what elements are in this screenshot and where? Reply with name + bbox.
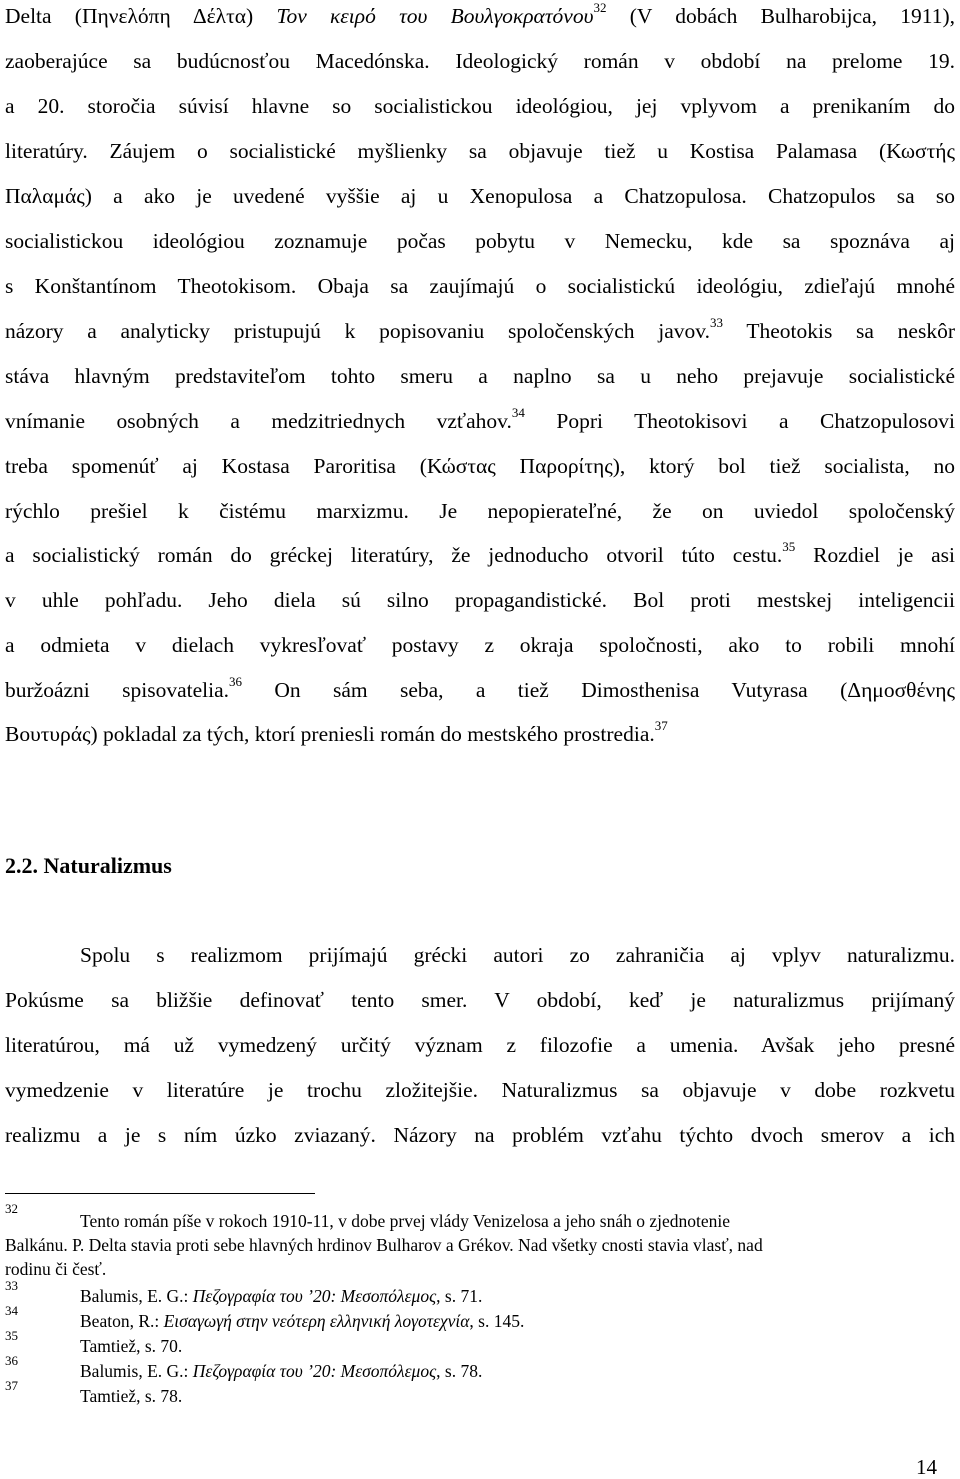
footnote-text: , s. 71. [436, 1286, 483, 1306]
text-line: a odmieta v dielach vykresľovať postavy z okraja spoločnosti, ako to robili mnohí [5, 633, 955, 657]
footnote-number: 36 [5, 1353, 18, 1368]
text-line [5, 538, 955, 569]
footnote-separator [5, 1193, 315, 1194]
footnote [0, 1278, 960, 1309]
footnote [0, 1328, 960, 1359]
footnote-text: Balumis, E. G.: [80, 1361, 193, 1381]
text-segment: a socialistický román do gréckej literatúry, že jednoducho otvoril túto cestu. [5, 543, 783, 567]
text-line: stáva hlavným predstaviteľom tohto smeru a naplno sa u neho prejavuje socialistické [5, 364, 955, 388]
text-line: Παλαμάς) a ako je uvedené vyššie aj u Xenopulosa a Chatzopulosa. Chatzopulos sa so [5, 184, 955, 208]
text-line: rýchlo prešiel k čistému marxizmu. Je nepopierateľné, že on uviedol spoločenský [5, 499, 955, 523]
footnote [0, 1353, 960, 1384]
page-number: 14 [916, 1455, 937, 1479]
footnote-number: 35 [5, 1328, 18, 1343]
text-line: zaoberajúce sa budúcnosťou Macedónska. Ideologický román v období na prelome 19. [5, 49, 955, 73]
footnote-ref: 35 [782, 538, 796, 554]
italic-title: Τον κειρό του Βουλγοκρατόνου [276, 4, 594, 28]
text-line [5, 717, 955, 748]
text-line: socialistickou ideológiou zoznamuje počas pobytu v Nemecku, kde sa spoznáva aj [5, 229, 955, 253]
text-line: Spolu s realizmom prijímajú grécki autori zo zahraničia aj vplyv naturalizmu. [80, 943, 955, 967]
text-line: Pokúsme sa bližšie definovať tento smer. V období, keď je naturalizmus prijímaný [5, 988, 955, 1012]
footnote-text: Tamtiež, s. 70. [80, 1336, 183, 1356]
footnote-ref: 32 [593, 0, 607, 15]
text-line [5, 2, 955, 30]
footnote-text: Balumis, E. G.: [80, 1286, 193, 1306]
text-segment: (V dobách Bulharobijca, 1911), [606, 4, 956, 28]
footnote [0, 1303, 960, 1334]
text-line: realizmu a je s ním úzko zviazaný. Názory na problém vzťahu týchto dvoch smerov a ich [5, 1123, 955, 1147]
text-segment: Βουτυράς) pokladal za tých, ktorí preniesli román do mestského prostredia. [5, 722, 655, 746]
text-line [5, 314, 955, 345]
footnote-italic-title: Εισαγωγή στην νεότερη ελληνική λογοτεχνία [163, 1311, 470, 1331]
footnote-italic-title: Πεζογραφία του ’20: Μεσοπόλεμος [192, 1361, 437, 1381]
text-segment: Rozdiel je asi [795, 543, 955, 567]
text-line: vymedzenie v literatúre je trochu zložitejšie. Naturalizmus sa objavuje v dobe rozkvetu [5, 1078, 955, 1102]
footnote-text: , s. 145. [469, 1311, 525, 1331]
footnote-number: 34 [5, 1303, 18, 1318]
footnote-text: Tamtiež, s. 78. [80, 1386, 183, 1406]
text-segment: On sám seba, a tiež Dimosthenisa Vutyrasa (Δημοσθένης [242, 678, 955, 702]
footnote-number: 33 [5, 1278, 18, 1293]
footnote-number: 37 [5, 1378, 18, 1393]
text-line: a 20. storočia súvisí hlavne so socialistickou ideológiou, jej vplyvom a prenikaním do [5, 94, 955, 118]
footnote-number: 32 [5, 1201, 18, 1216]
footnote-text: Tento román píše v rokoch 1910-11, v dobe prvej vlády Venizelosa a jeho snáh o zjednotenie [80, 1211, 730, 1231]
footnote-text: rodinu či česť. [5, 1259, 107, 1279]
text-line: v uhle pohľadu. Jeho diela sú silno propagandistické. Bol proti mestskej inteligencii [5, 588, 955, 612]
footnote [0, 1201, 960, 1280]
footnote-text: Beaton, R.: [80, 1311, 164, 1331]
text-line [5, 404, 956, 435]
footnote-ref: 37 [654, 717, 668, 733]
footnote-ref: 33 [710, 314, 723, 330]
text-segment: Theotokis sa neskôr [723, 319, 955, 343]
text-line: literatúrou, má už vymedzený určitý význam z filozofie a umenia. Avšak jeho presné [5, 1033, 955, 1057]
text-line: treba spomenúť aj Kostasa Paroritisa (Κώστας Παρορίτης), ktorý bol tiež socialista, no [5, 454, 955, 478]
text-line [5, 673, 955, 704]
text-line: literatúry. Záujem o socialistické myšlienky sa objavuje tiež u Kostisa Palamasa (Κωστής [5, 139, 955, 163]
text-line: s Konštantínom Theotokisom. Obaja sa zaujímajú o socialistickú ideológiu, zdieľajú mnohé [5, 274, 955, 298]
text-segment: názory a analyticky pristupujú k popisovaniu spoločenských javov. [5, 319, 710, 343]
text-segment: Delta (Πηνελόπη Δέλτα) [5, 4, 277, 28]
footnote-ref: 36 [229, 673, 242, 689]
text-segment: Popri Theotokisovi a Chatzopulosovi [524, 409, 956, 433]
text-segment: buržoázni spisovatelia. [5, 678, 229, 702]
footnote-ref: 34 [511, 404, 525, 420]
section-heading: 2.2. Naturalizmus [5, 853, 172, 878]
text-segment: vnímanie osobných a medzitriednych vzťahov. [5, 409, 512, 433]
footnote-italic-title: Πεζογραφία του ’20: Μεσοπόλεμος [192, 1286, 437, 1306]
footnote-text: Balkánu. P. Delta stavia proti sebe hlavných hrdinov Bulharov a Grékov. Nad všetky cnosti stavia vlasť, nad [5, 1235, 763, 1255]
footnote-text: , s. 78. [436, 1361, 483, 1381]
footnote [0, 1378, 960, 1409]
